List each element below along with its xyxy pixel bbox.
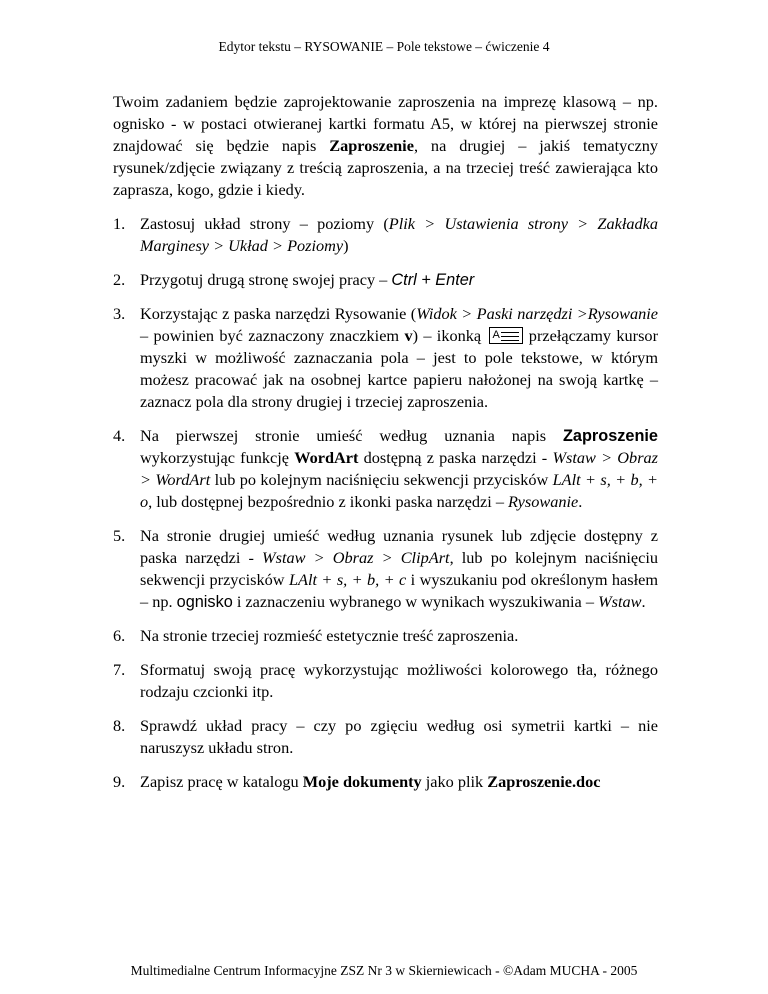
item-menu-path: Plik > Ustawienia strony > Zakładka Marginesy > Układ > Poziomy xyxy=(140,214,658,255)
list-item-3 xyxy=(113,303,658,413)
item-text: wykorzystując funkcję xyxy=(140,448,295,467)
page-header: Edytor tekstu – RYSOWANIE – Pole tekstowe – ćwiczenie 4 xyxy=(218,39,550,54)
item-text: . xyxy=(578,492,583,511)
text-box-icon xyxy=(489,327,523,344)
page-footer: Multimedialne Centrum Informacyjne ZSZ Nr 3 w Skierniewicach - ©Adam MUCHA - 2005 xyxy=(130,963,638,978)
instruction-list xyxy=(113,213,658,793)
item-text: , lub po kolejnym naciśnięciu sekwencji przycisków xyxy=(140,548,659,589)
item-button-name: Wstaw xyxy=(598,592,642,611)
item-text: dostępną z paska narzędzi - xyxy=(358,448,553,467)
item-text: Korzystając z paska narzędzi Rysowanie ( xyxy=(140,304,417,323)
item-number: 3. xyxy=(113,304,126,323)
item-text: . xyxy=(641,592,646,611)
item-text: przełączamy kursor myszki w możliwość zaznaczania pola – jest to pole tekstowe, w którym możesz pracować jak na osobnej kartce papieru nałożonej na swoją kartkę – zaznacz pola dla strony drugiej i trzeciej zaproszenia. xyxy=(140,326,658,411)
item-bold: v xyxy=(404,326,413,345)
item-search-term: ognisko xyxy=(176,593,233,611)
item-key-sequence: LAlt + s, + b, + o xyxy=(140,470,658,511)
item-bold-filename: Zaproszenie.doc xyxy=(487,772,601,791)
item-text: i zaznaczeniu wybranego w wynikach wyszukiwania – xyxy=(232,592,599,611)
item-text: jako plik xyxy=(421,772,488,791)
item-bold: WordArt xyxy=(294,448,359,467)
item-text: ) – ikonką xyxy=(412,326,487,345)
list-item-7 xyxy=(113,659,658,703)
item-text: – powinien być zaznaczony znaczkiem xyxy=(140,326,405,345)
list-item-2 xyxy=(113,269,658,291)
item-text: Na pierwszej stronie umieść według uznania napis xyxy=(140,426,563,445)
list-item-6 xyxy=(113,625,658,647)
item-number: 8. xyxy=(113,716,126,735)
intro-bold-zaproszenie: Zaproszenie xyxy=(329,136,414,155)
item-text: Przygotuj drugą stronę swojej pracy – xyxy=(140,270,392,289)
item-toolbar-name: Rysowanie xyxy=(508,492,579,511)
item-menu-path: Wstaw > Obraz > WordArt xyxy=(140,448,659,489)
item-text: Zapisz pracę w katalogu xyxy=(140,772,303,791)
item-number: 7. xyxy=(113,660,126,679)
item-number: 9. xyxy=(113,772,126,791)
item-number: 2. xyxy=(113,270,126,289)
item-text: i wyszukaniu pod określonym hasłem – np. xyxy=(140,570,659,611)
document-body xyxy=(113,91,658,805)
intro-paragraph xyxy=(113,91,658,201)
item-sans-bold: Zaproszenie xyxy=(562,427,658,445)
item-menu-path: Wstaw > Obraz > ClipArt xyxy=(262,548,450,567)
item-number: 5. xyxy=(113,526,126,545)
list-item-5 xyxy=(113,525,658,613)
item-menu-path: Widok > Paski narzędzi >Rysowanie xyxy=(416,304,659,323)
item-key-sequence: LAlt + s, + b, + c xyxy=(288,570,407,589)
item-text: Na stronie trzeciej rozmieść estetycznie treść zaproszenia. xyxy=(140,626,519,645)
item-text: ) xyxy=(343,236,349,255)
list-item-8 xyxy=(113,715,658,759)
item-number: 1. xyxy=(113,214,126,233)
text-box-icon-letter: A xyxy=(492,329,500,341)
list-item-4 xyxy=(113,425,658,513)
item-text: Sformatuj swoją pracę wykorzystując możliwości kolorowego tła, różnego rodzaju czcionki itp. xyxy=(140,660,658,701)
item-text: lub po kolejnym naciśnięciu sekwencji przycisków xyxy=(210,470,553,489)
item-text: Sprawdź układ pracy – czy po zgięciu według osi symetrii kartki – nie naruszysz układu stron. xyxy=(140,716,658,757)
item-bold-folder: Moje dokumenty xyxy=(302,772,422,791)
item-number: 6. xyxy=(113,626,126,645)
list-item-1 xyxy=(113,213,658,257)
item-text: Na stronie drugiej umieść według uznania rysunek lub zdjęcie dostępny z paska narzędzi - xyxy=(140,526,658,567)
item-text: Zastosuj układ strony – poziomy ( xyxy=(140,214,389,233)
intro-text-2: , na drugiej – jakiś tematyczny rysunek/zdjęcie związany z treścią zaproszenia, a na trzeciej treść zawierająca kto zaprasza, kogo, gdzie i kiedy. xyxy=(113,136,658,199)
item-text: , lub dostępnej bezpośrednio z ikonki paska narzędzi – xyxy=(148,492,509,511)
intro-text-1: Twoim zadaniem będzie zaprojektowanie zaproszenia na imprezę klasową – np. ognisko - w postaci otwieranej kartki formatu A5, w której na pierwszej stronie znajdować się będzie napis xyxy=(113,92,658,155)
item-number: 4. xyxy=(113,426,126,445)
item-shortcut: Ctrl + Enter xyxy=(391,271,475,289)
list-item-9 xyxy=(113,771,658,793)
